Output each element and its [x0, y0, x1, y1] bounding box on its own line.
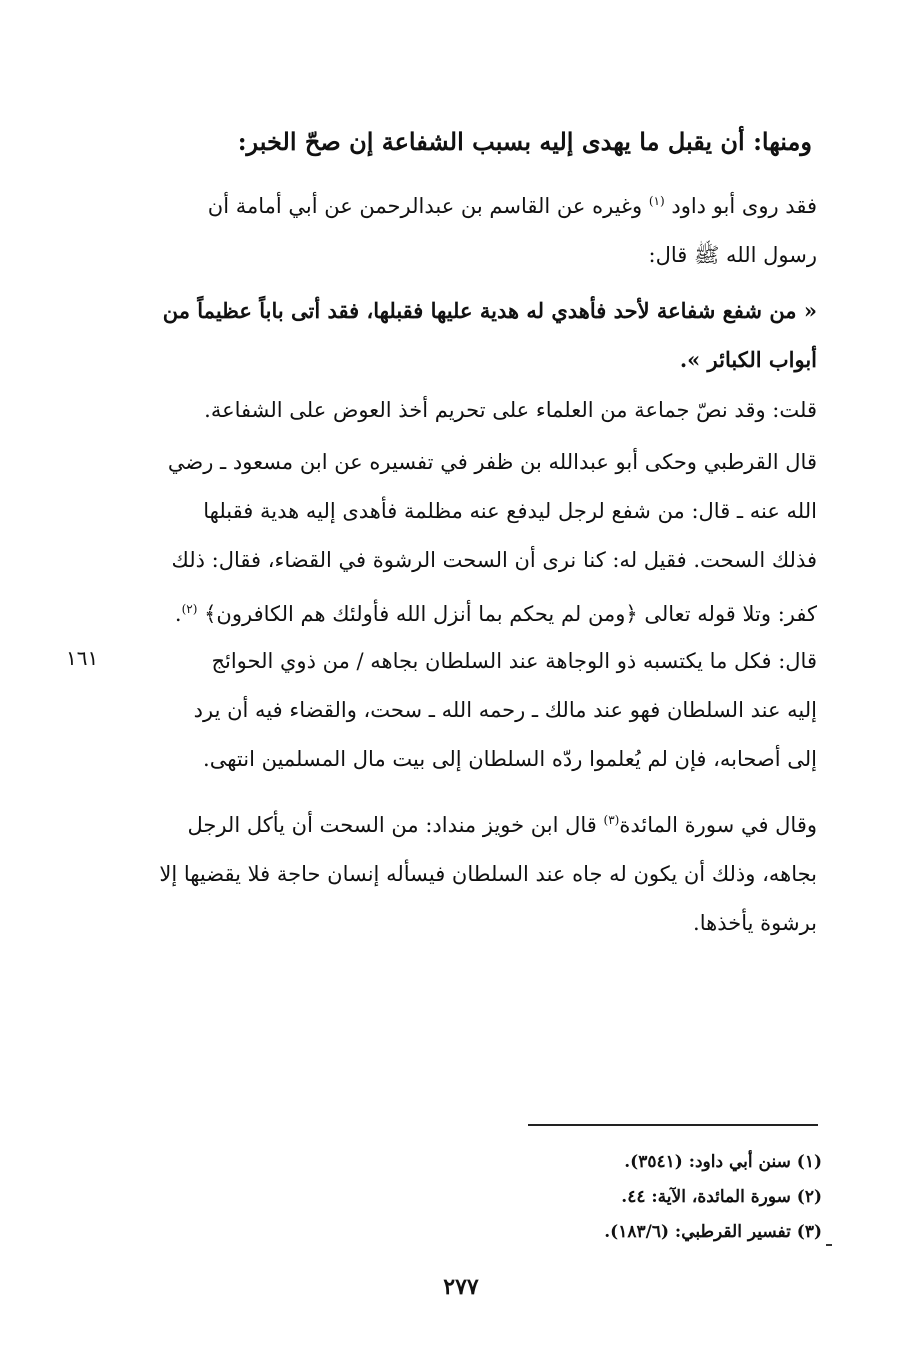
footnote-ref-1: (١): [648, 194, 665, 208]
paragraph-3-line-1: قلت: وقد نصّ جماعة من العلماء على تحريم أخذ العوض على الشفاعة.: [204, 398, 817, 422]
paragraph-5-line-1: قال: فكل ما يكتسبه ذو الوجاهة عند السلطان بجاهه / من ذوي الحوائج: [211, 649, 817, 673]
paragraph-6: [105, 796, 817, 948]
paragraph-4: [105, 438, 817, 639]
paragraph-3: [105, 386, 817, 435]
paragraph-5: [105, 637, 817, 784]
paragraph-6-line-2: بجاهه، وذلك أن يكون له جاه عند السلطان فيسأله إنسان حاجة فلا يقضيها إلا: [159, 862, 817, 886]
page-number: ٢٧٧: [443, 1274, 479, 1300]
footnote-ref-3: (٣): [603, 813, 620, 827]
paragraph-5-line-3: إلى أصحابه، فإن لم يُعلموا ردّه السلطان إلى بيت مال المسلمين انتهى.: [203, 747, 817, 771]
paragraph-4-line-3: فذلك السحت. فقيل له: كنا نرى أن السحت الرشوة في القضاء، فقال: ذلك: [171, 548, 817, 572]
paragraph-6-line-3: برشوة يأخذها.: [693, 911, 817, 935]
margin-page-reference: ١٦١: [66, 646, 99, 670]
paragraph-6-line-1: [105, 796, 817, 850]
paragraph-4-line-2: الله عنه ـ قال: من شفع لرجل ليدفع عنه مظلمة فأهدى إليه هدية فقبلها: [203, 499, 817, 523]
paragraph-1-line-1-start: فقد روى أبو داود: [671, 194, 817, 218]
footnote-3: (٣) تفسير القرطبي: (١٨٣/٦).: [604, 1222, 822, 1242]
hadith-quote-line-1: « من شفع شفاعة لأحد فأهدي له هدية عليها فقبلها، فقد أتى باباً عظيماً من: [162, 298, 817, 323]
footnote-1: (١) سنن أبي داود: (٣٥٤١).: [624, 1152, 822, 1172]
paragraph-1: [105, 177, 817, 280]
paragraph-1-line-1-end: وغيره عن القاسم بن عبدالرحمن عن أبي أمامة أن: [207, 194, 643, 218]
paragraph-1-line-1: [105, 177, 817, 231]
paragraph-6-line-1-end: قال ابن خويز منداد: من السحت أن يأكل الرجل: [187, 813, 597, 837]
footnote-divider: [528, 1124, 818, 1126]
paragraph-5-line-2: إليه عند السلطان فهو عند مالك ـ رحمه الله ـ سحت، والقضاء فيه أن يرد: [193, 698, 817, 722]
paragraph-4-line-4: [105, 585, 817, 639]
paragraph-4-line-4-text: كفر: وتلا قوله تعالى ﴿ومن لم يحكم بما أنزل الله فأولئك هم الكافرون﴾: [204, 602, 817, 626]
paragraph-4-line-4-end: .: [174, 602, 182, 626]
paragraph-4-line-1: قال القرطبي وحكى أبو عبدالله بن ظفر في تفسيره عن ابن مسعود ـ رضي: [167, 450, 817, 474]
footnote-ref-2: (٢): [181, 602, 198, 616]
footnote-2: (٢) سورة المائدة، الآية: ٤٤.: [621, 1187, 822, 1207]
paragraph-6-line-1-start: وقال في سورة المائدة: [619, 813, 817, 837]
hadith-quote-line-2: أبواب الكبائر ».: [679, 347, 817, 372]
footnotes: [322, 1145, 822, 1250]
scan-mark: [826, 1244, 832, 1246]
section-heading: [112, 120, 812, 164]
heading-text: ومنها: أن يقبل ما يهدى إليه بسبب الشفاعة إن صحّ الخبر:: [237, 127, 812, 156]
hadith-quote: [105, 286, 817, 384]
paragraph-1-line-2: رسول الله ﷺ قال:: [648, 243, 817, 267]
